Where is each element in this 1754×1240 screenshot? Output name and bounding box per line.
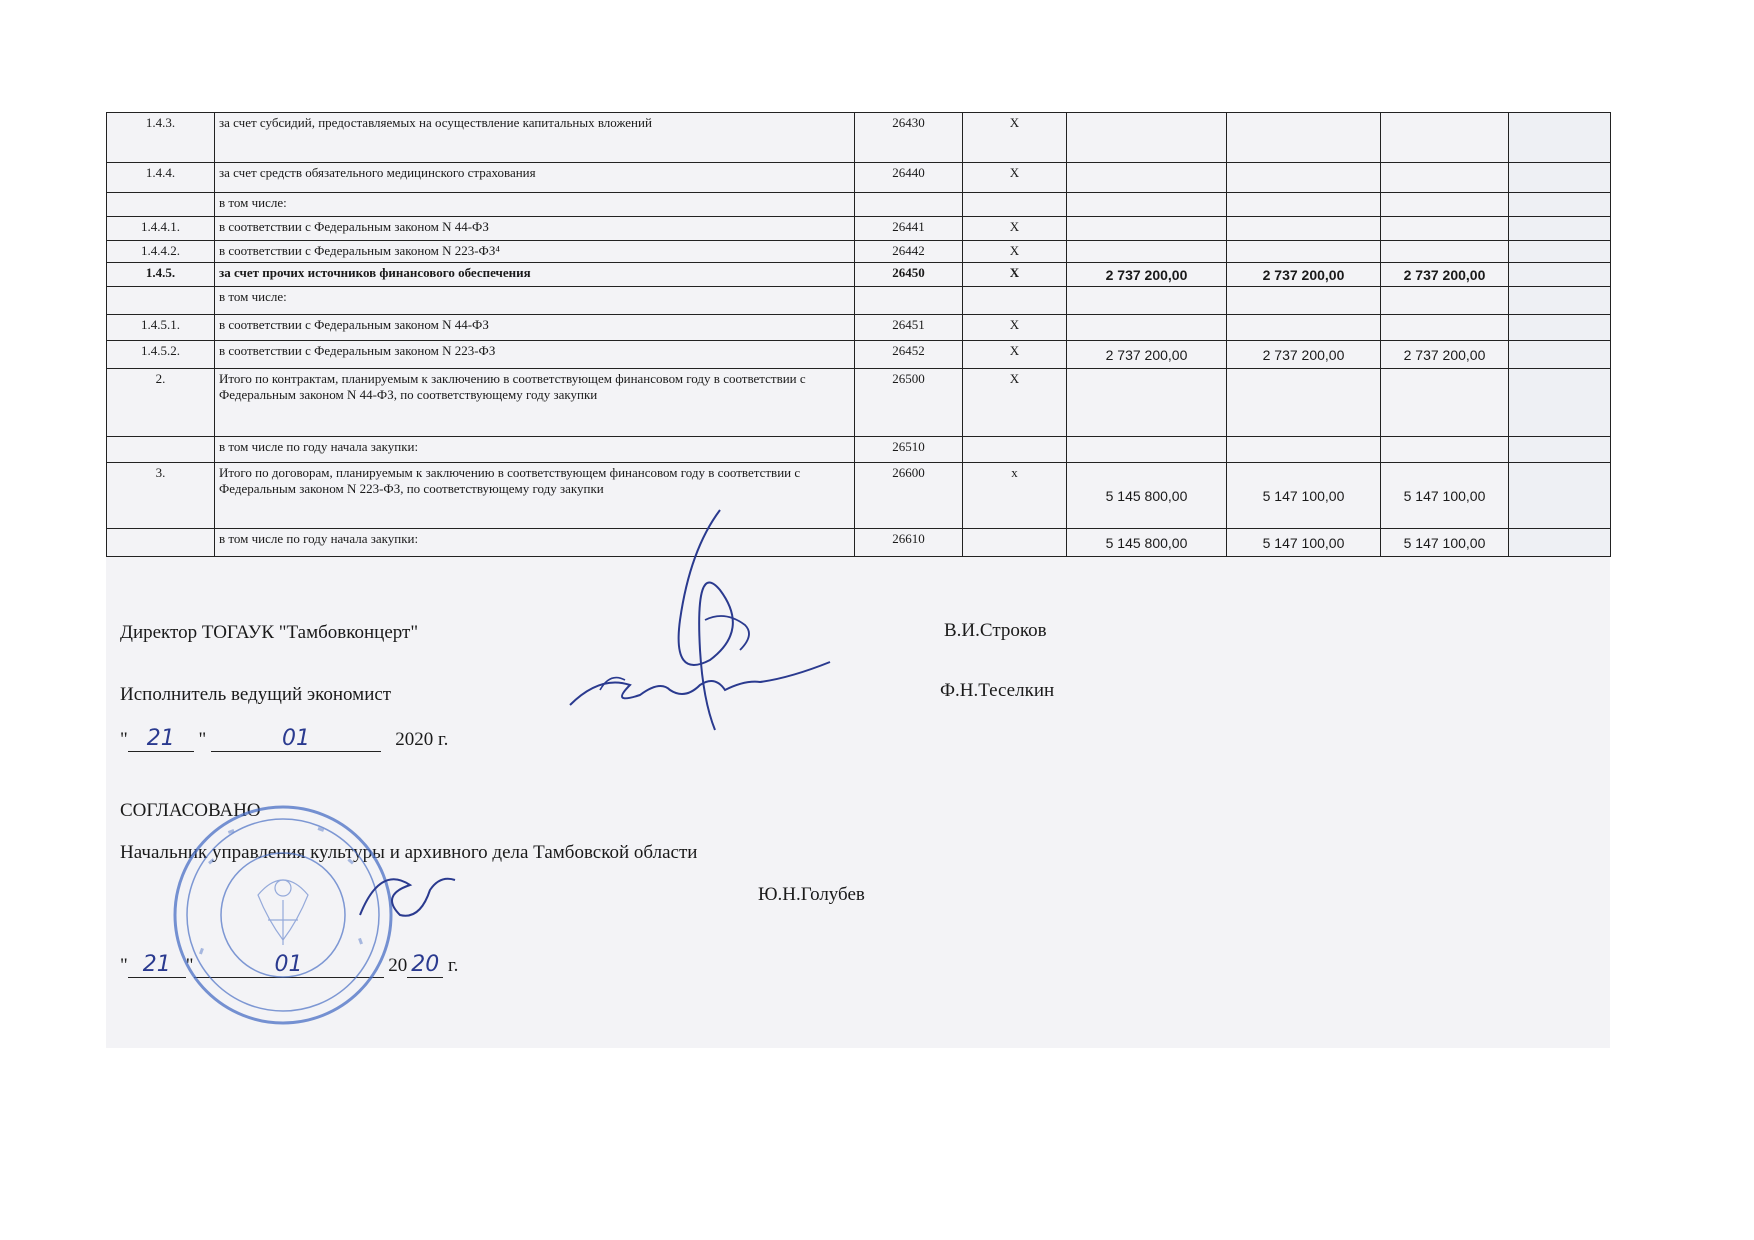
row-value-3 — [1381, 287, 1509, 315]
approver-name: Ю.Н.Голубев — [758, 884, 865, 905]
row-mark: X — [963, 217, 1067, 241]
row-value-1: 5 145 800,00 — [1067, 529, 1227, 557]
table-row — [107, 463, 1611, 529]
row-mark: X — [963, 113, 1067, 163]
row-value-3: 2 737 200,00 — [1381, 341, 1509, 369]
approver-signature — [350, 860, 470, 940]
row-description: в том числе по году начала закупки: — [215, 437, 855, 463]
row-value-3 — [1381, 315, 1509, 341]
date2-year-end: г. — [443, 955, 459, 976]
row-number: 1.4.4. — [107, 163, 215, 193]
row-extra — [1509, 193, 1611, 217]
row-extra — [1509, 287, 1611, 315]
row-number: 1.4.4.2. — [107, 241, 215, 263]
row-code: 26440 — [855, 163, 963, 193]
row-value-1: 2 737 200,00 — [1067, 341, 1227, 369]
row-value-1 — [1067, 437, 1227, 463]
row-description: в соответствии с Федеральным законом N 44-ФЗ — [215, 217, 855, 241]
row-value-2 — [1227, 113, 1381, 163]
row-extra — [1509, 113, 1611, 163]
row-code: 26441 — [855, 217, 963, 241]
row-extra — [1509, 163, 1611, 193]
table-row — [107, 217, 1611, 241]
row-value-2: 2 737 200,00 — [1227, 341, 1381, 369]
procurement-table — [106, 112, 1610, 557]
approver-title: Начальник управления культуры и архивного дела Тамбовской области — [120, 842, 698, 863]
row-extra — [1509, 529, 1611, 557]
row-code: 26500 — [855, 369, 963, 437]
row-mark: X — [963, 163, 1067, 193]
row-mark: X — [963, 241, 1067, 263]
row-description: за счет прочих источников финансового обеспечения — [215, 263, 855, 287]
row-code: 26600 — [855, 463, 963, 529]
table-row — [107, 263, 1611, 287]
row-value-2 — [1227, 437, 1381, 463]
director-title: Директор ТОГАУК "Тамбовконцерт" — [120, 622, 419, 643]
date2-quote-open: " — [120, 955, 128, 976]
row-value-1 — [1067, 287, 1227, 315]
row-mark — [963, 287, 1067, 315]
row-value-1 — [1067, 241, 1227, 263]
row-value-1 — [1067, 369, 1227, 437]
row-description: в том числе: — [215, 193, 855, 217]
row-code: 26430 — [855, 113, 963, 163]
row-value-1 — [1067, 315, 1227, 341]
row-mark: X — [963, 263, 1067, 287]
date1-quote-open: " — [120, 729, 128, 750]
row-code — [855, 193, 963, 217]
executor-title: Исполнитель ведущий экономист — [120, 684, 392, 705]
date1-day: 21 — [128, 726, 194, 752]
row-number: 1.4.5.1. — [107, 315, 215, 341]
row-value-1 — [1067, 193, 1227, 217]
row-description: в соответствии с Федеральным законом N 223-ФЗ⁴ — [215, 241, 855, 263]
row-code: 26451 — [855, 315, 963, 341]
row-value-3 — [1381, 113, 1509, 163]
row-extra — [1509, 241, 1611, 263]
table-row — [107, 341, 1611, 369]
row-mark — [963, 529, 1067, 557]
row-number: 1.4.5. — [107, 263, 215, 287]
table-row — [107, 241, 1611, 263]
row-value-2 — [1227, 315, 1381, 341]
row-value-2 — [1227, 193, 1381, 217]
row-value-3: 5 147 100,00 — [1381, 529, 1509, 557]
row-value-2 — [1227, 163, 1381, 193]
row-extra — [1509, 315, 1611, 341]
row-description: в соответствии с Федеральным законом N 223-ФЗ — [215, 341, 855, 369]
row-mark — [963, 437, 1067, 463]
row-value-2: 5 147 100,00 — [1227, 463, 1381, 529]
row-extra — [1509, 369, 1611, 437]
table-row — [107, 315, 1611, 341]
row-number: 1.4.5.2. — [107, 341, 215, 369]
date2-day: 21 — [128, 952, 186, 978]
row-value-1: 2 737 200,00 — [1067, 263, 1227, 287]
row-mark: X — [963, 341, 1067, 369]
row-description: в том числе: — [215, 287, 855, 315]
row-value-1 — [1067, 113, 1227, 163]
row-number: 2. — [107, 369, 215, 437]
date1-year: 2020 г. — [395, 729, 449, 750]
row-value-3 — [1381, 163, 1509, 193]
row-number — [107, 529, 215, 557]
row-code: 26610 — [855, 529, 963, 557]
row-value-3 — [1381, 193, 1509, 217]
row-description: в том числе по году начала закупки: — [215, 529, 855, 557]
executor-signature — [560, 660, 850, 720]
approved-label: СОГЛАСОВАНО — [120, 800, 261, 821]
row-value-1 — [1067, 163, 1227, 193]
date2-year-suffix: 20 — [407, 952, 443, 978]
table-row — [107, 369, 1611, 437]
row-extra — [1509, 341, 1611, 369]
row-number: 3. — [107, 463, 215, 529]
row-value-3 — [1381, 437, 1509, 463]
row-value-2 — [1227, 369, 1381, 437]
row-mark: x — [963, 463, 1067, 529]
table-row — [107, 287, 1611, 315]
row-number: 1.4.3. — [107, 113, 215, 163]
row-value-2 — [1227, 287, 1381, 315]
row-mark: X — [963, 369, 1067, 437]
row-value-3: 5 147 100,00 — [1381, 463, 1509, 529]
row-value-3: 2 737 200,00 — [1381, 263, 1509, 287]
row-value-1 — [1067, 217, 1227, 241]
row-description: Итого по договорам, планируемым к заключению в соответствующем финансовом году в соответствии с Федеральным законом N 223-ФЗ, по соответствующему году закупки — [215, 463, 855, 529]
row-value-2 — [1227, 217, 1381, 241]
row-description: за счет субсидий, предоставляемых на осуществление капитальных вложений — [215, 113, 855, 163]
executor-name: Ф.Н.Теселкин — [940, 680, 1055, 701]
date1-month: 01 — [211, 726, 381, 752]
date2-month: 01 — [194, 952, 384, 978]
row-extra — [1509, 217, 1611, 241]
table-row — [107, 113, 1611, 163]
executor-date — [120, 726, 448, 752]
row-number — [107, 193, 215, 217]
row-description: за счет средств обязательного медицинского страхования — [215, 163, 855, 193]
row-mark: X — [963, 315, 1067, 341]
row-code: 26510 — [855, 437, 963, 463]
table-row — [107, 163, 1611, 193]
row-number — [107, 287, 215, 315]
director-name: В.И.Строков — [944, 620, 1047, 641]
row-value-2: 2 737 200,00 — [1227, 263, 1381, 287]
row-number — [107, 437, 215, 463]
row-description: Итого по контрактам, планируемым к заключению в соответствующем финансовом году в соответствии с Федеральным законом N 44-ФЗ, по соответствующему году закупки — [215, 369, 855, 437]
row-value-3 — [1381, 369, 1509, 437]
date2-year-prefix: 20 — [388, 955, 408, 976]
date2-quote-close: " — [185, 955, 194, 976]
row-mark — [963, 193, 1067, 217]
row-number: 1.4.4.1. — [107, 217, 215, 241]
row-code — [855, 287, 963, 315]
row-description: в соответствии с Федеральным законом N 44-ФЗ — [215, 315, 855, 341]
row-value-2: 5 147 100,00 — [1227, 529, 1381, 557]
table-row — [107, 193, 1611, 217]
row-extra — [1509, 437, 1611, 463]
row-value-2 — [1227, 241, 1381, 263]
row-value-3 — [1381, 241, 1509, 263]
row-extra — [1509, 463, 1611, 529]
row-code: 26452 — [855, 341, 963, 369]
table-row — [107, 437, 1611, 463]
row-extra — [1509, 263, 1611, 287]
table-row — [107, 529, 1611, 557]
row-value-1: 5 145 800,00 — [1067, 463, 1227, 529]
row-code: 26442 — [855, 241, 963, 263]
row-code: 26450 — [855, 263, 963, 287]
row-value-3 — [1381, 217, 1509, 241]
date1-quote-close: " — [198, 729, 207, 750]
